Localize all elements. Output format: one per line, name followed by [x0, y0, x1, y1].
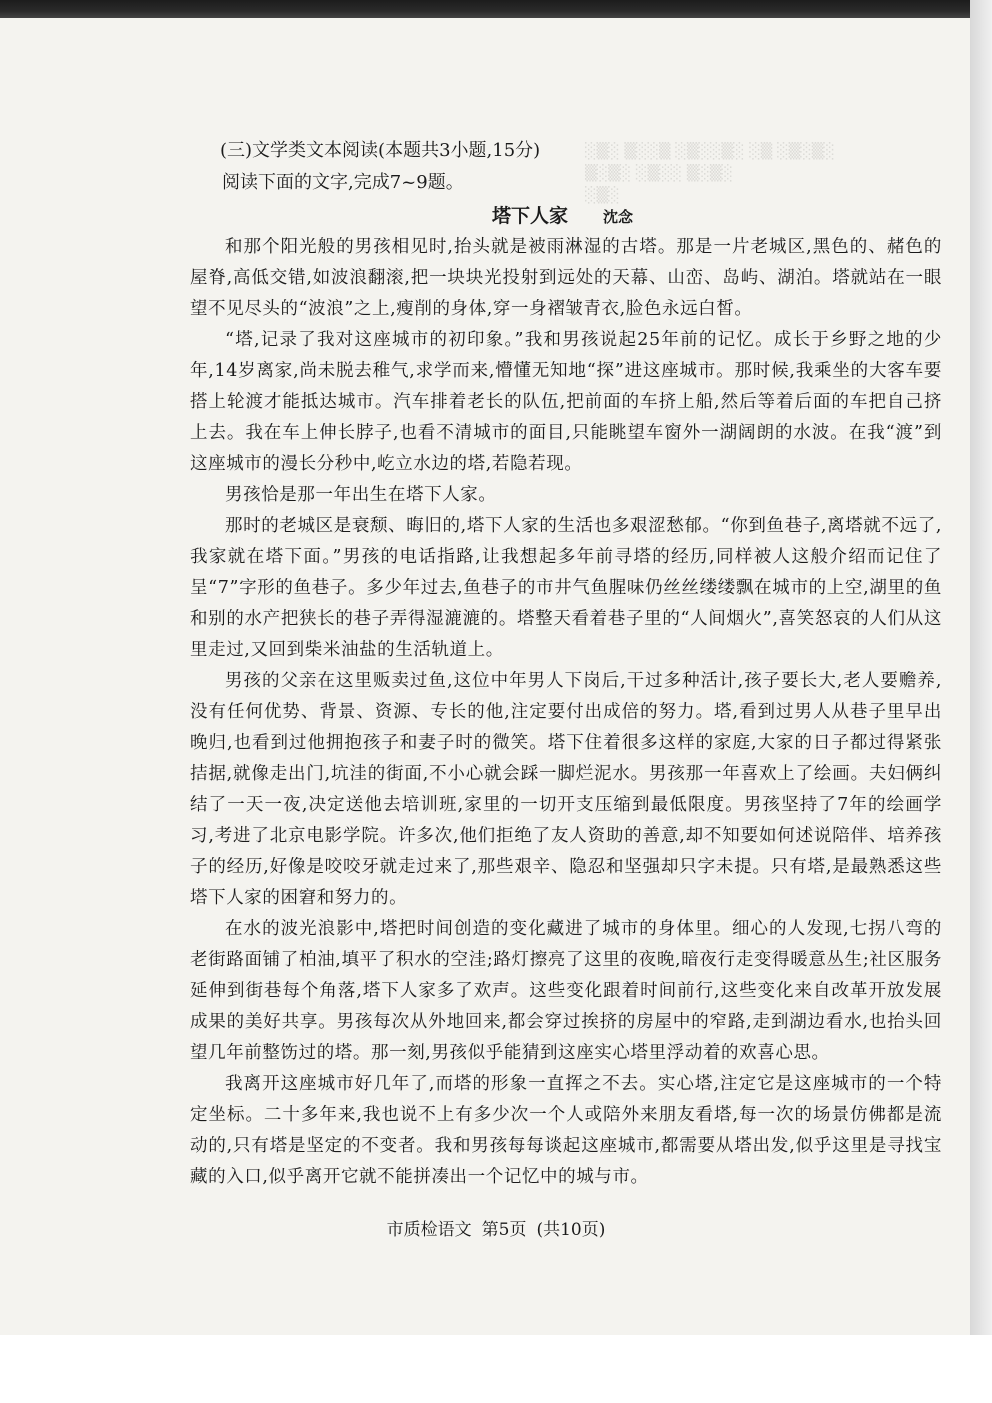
- section-heading: (三)文学类文本阅读(本题共3小题,15分): [220, 140, 541, 161]
- scan-bottom-margin: [0, 1335, 992, 1403]
- article-paragraph-4: 那时的老城区是衰颓、晦旧的,塔下人家的生活也多艰涩愁郁。“你到鱼巷子,离塔就不远了,我家就在塔下面。”男孩的电话指路,让我想起多年前寻塔的经历,同样被人这般介绍而记住了呈“7”字形的鱼巷子。多少年过去,鱼巷子的市井气鱼腥味仍丝丝缕缕飘在城市的上空,湖里的鱼和别的水产把狭长的巷子弄得湿漉漉的。塔整天看着巷子里的“人间烟火”,喜笑怒哀的人们从这里走过,又回到柴米油盐的生活轨道上。: [190, 516, 942, 660]
- article-paragraph-1: 和那个阳光般的男孩相见时,抬头就是被雨淋湿的古塔。那是一片老城区,黑色的、赭色的屋脊,高低交错,如波浪翻滚,把一块块光投射到远处的天幕、山峦、岛屿、湖泊。塔就站在一眼望不见尽头的“波浪”之上,瘦削的身体,穿一身褶皱青衣,脸色永远白皙。: [190, 237, 942, 319]
- article-paragraph-7: 我离开这座城市好几年了,而塔的形象一直挥之不去。实心塔,注定它是这座城市的一个特定坐标。二十多年来,我也说不上有多少次一个人或陪外来朋友看塔,每一次的场景仿佛都是流动的,只有塔是坚定的不变者。我和男孩每每谈起这座城市,都需要从塔出发,似乎这里是寻找宝藏的入口,似乎离开它就不能拼凑出一个记忆中的城与市。: [190, 1074, 942, 1187]
- footer-exam-name: 市质检语文: [386, 1220, 472, 1240]
- bleed-through-shadow: ░▒░ ▒░░▒ ░▒░░▒░ ░▒ ░▒░▒░ ▒░▒░ ░▒░░ ▒░▒░ ░▒░: [585, 142, 835, 204]
- footer-total-pages: (共10页): [536, 1220, 606, 1240]
- article-paragraph-5: 男孩的父亲在这里贩卖过鱼,这位中年男人下岗后,干过多种活计,孩子要长大,老人要赡养,没有任何优势、背景、资源、专长的他,注定要付出成倍的努力。塔,看到过男人从巷子里早出晚归,也看到过他拥抱孩子和妻子时的微笑。塔下住着很多这样的家庭,大家的日子都过得紧张拮据,就像走出门,坑洼的街面,不小心就会踩一脚烂泥水。男孩那一年喜欢上了绘画。夫妇俩纠结了一天一夜,决定送他去培训班,家里的一切开支压缩到最低限度。男孩坚持了7年的绘画学习,考进了北京电影学院。许多次,他们拒绝了友人资助的善意,却不知要如何述说陪伴、培养孩子的经历,好像是咬咬牙就走过来了,那些艰辛、隐忍和坚强却只字未提。只有塔,是最熟悉这些塔下人家的困窘和努力的。: [190, 671, 942, 908]
- scan-top-edge: [0, 0, 992, 18]
- footer-page-number: 第5页: [481, 1220, 527, 1240]
- article-body: [190, 232, 942, 1193]
- article-paragraph-3: 男孩恰是那一年出生在塔下人家。: [225, 485, 497, 505]
- article-author: 沈念: [603, 208, 634, 226]
- scan-right-edge: [970, 0, 992, 1335]
- page-footer: [0, 1217, 992, 1243]
- reading-instruction: 阅读下面的文字,完成7~9题。: [222, 172, 464, 193]
- article-title: 塔下人家: [492, 205, 569, 227]
- article-paragraph-2: “塔,记录了我对这座城市的初印象。”我和男孩说起25年前的记忆。成长于乡野之地的少年,14岁离家,尚未脱去稚气,求学而来,懵懂无知地“探”进这座城市。那时候,我乘坐的大客车要搭上轮渡才能抵达城市。汽车排着老长的队伍,把前面的车挤上船,然后等着后面的车把自己挤上去。我在车上伸长脖子,也看不清城市的面目,只能眺望车窗外一湖阔朗的水波。在我“渡”到这座城市的漫长分秒中,屹立水边的塔,若隐若现。: [190, 330, 942, 474]
- article-paragraph-6: 在水的波光浪影中,塔把时间创造的变化藏进了城市的身体里。细心的人发现,七拐八弯的老街路面铺了柏油,填平了积水的空洼;路灯擦亮了这里的夜晚,暗夜行走变得暖意丛生;社区服务延伸到街巷每个角落,塔下人家多了欢声。这些变化跟着时间前行,这些变化来自改革开放发展成果的美好共享。男孩每次从外地回来,都会穿过挨挤的房屋中的窄路,走到湖边看水,也抬头回望几年前整饬过的塔。那一刻,男孩似乎能猜到这座实心塔里浮动着的欢喜心思。: [190, 919, 942, 1063]
